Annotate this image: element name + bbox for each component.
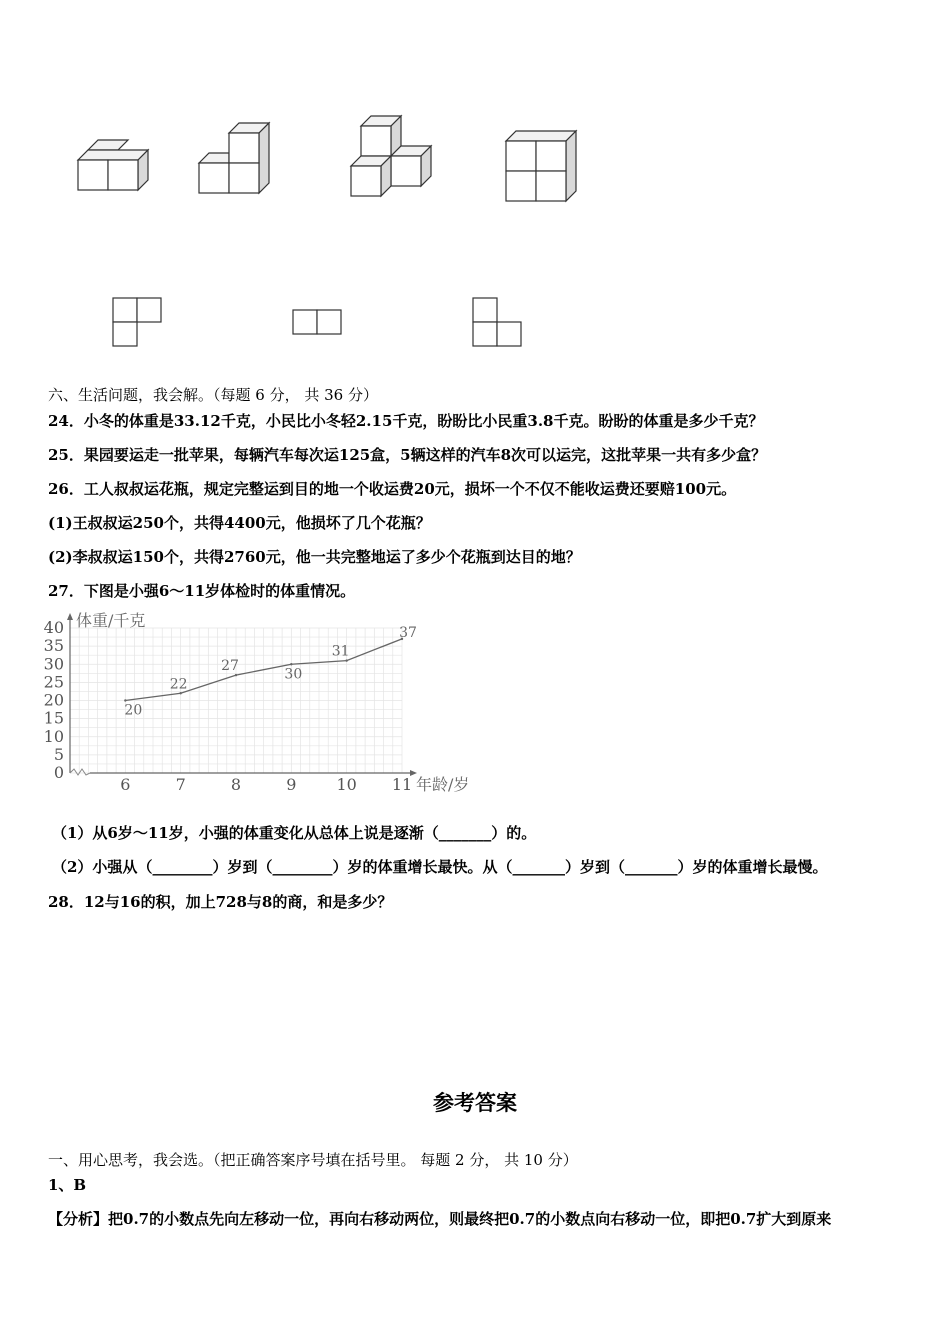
cube-figure-1 (78, 140, 148, 190)
view-figure-2 (293, 310, 341, 334)
x-tick-label: 7 (175, 775, 186, 794)
cube-figure-4 (506, 131, 576, 201)
question-28: 28．12与16的积，加上728与8的商，和是多少？ (48, 893, 393, 911)
data-label: 22 (169, 676, 188, 693)
answer-1-analysis: 【分析】把0.7的小数点先向左移动一位，再向右移动两位，则最终把0.7的小数点向右移动一位，即把0.7扩大到原来 (48, 1210, 832, 1228)
x-axis-title: 年龄/岁 (416, 775, 470, 794)
y-tick-label: 0 (53, 763, 64, 782)
x-tick-label: 9 (286, 775, 297, 794)
question-27: 27．下图是小强6～11岁体检时的体重情况。 (48, 582, 356, 600)
question-27-part-1: （1）从6岁～11岁，小强的体重变化从总体上说是逐渐（_______）的。 (52, 824, 537, 842)
section-6-header: 六、生活问题，我会解。（每题 6 分， 共 36 分） (48, 386, 378, 404)
question-26-part-2: (2)李叔叔运150个，共得2760元，他一共完整地运了多少个花瓶到达目的地？ (48, 548, 581, 566)
data-label: 30 (284, 666, 303, 683)
view-figure-1 (113, 298, 161, 346)
data-point (290, 663, 292, 665)
y-tick-label: 20 (43, 690, 64, 710)
question-27-part-2: （2）小强从（________）岁到（________）岁的体重增长最快。从（_______）岁到（_______）岁的体重增长最慢。 (52, 858, 828, 876)
cube-figure-3 (351, 116, 431, 196)
data-label: 31 (331, 643, 350, 660)
data-point (235, 674, 237, 676)
y-tick-label: 25 (43, 672, 64, 692)
cube-figure-2 (199, 123, 269, 193)
question-24: 24．小冬的体重是33.12千克，小民比小冬轻2.15千克，盼盼比小民重3.8千克。盼盼的体重是多少千克？ (48, 412, 764, 430)
cube-figures (70, 110, 590, 210)
x-tick-label: 10 (336, 775, 357, 794)
data-label: 20 (124, 702, 143, 719)
y-tick-label: 15 (43, 708, 64, 728)
y-tick-label: 35 (43, 636, 64, 656)
data-point (124, 699, 126, 701)
x-tick-label: 11 (391, 775, 413, 794)
data-point (345, 659, 347, 661)
answer-1: 1、B (48, 1176, 87, 1194)
x-tick-label: 6 (120, 775, 131, 794)
data-label: 27 (221, 658, 239, 675)
y-axis-title: 体重/千克 (76, 611, 146, 630)
y-axis-arrow (67, 613, 73, 620)
question-26: 26．工人叔叔运花瓶，规定完整运到目的地一个收运费20元，损坏一个不仅不能收运费还要赔100元。 (48, 480, 737, 498)
y-tick-label: 30 (43, 654, 64, 674)
question-25: 25．果园要运走一批苹果，每辆汽车每次运125盒，5辆这样的汽车8次可以运完，这批苹果一共有多少盒？ (48, 446, 767, 464)
x-tick-label: 8 (230, 775, 242, 794)
question-26-part-1: (1)王叔叔运250个，共得4400元，他损坏了几个花瓶？ (48, 514, 431, 532)
answer-title: 参考答案 (433, 1090, 517, 1115)
y-tick-label: 10 (43, 726, 64, 746)
y-tick-label: 5 (53, 744, 64, 764)
weight-line-chart (40, 608, 490, 798)
axis-break-mark (70, 769, 90, 775)
data-label: 37 (399, 624, 417, 641)
view-figure-3 (473, 298, 521, 346)
view-figures (105, 290, 535, 350)
section-1-header: 一、用心思考，我会选。（把正确答案序号填在括号里。 每题 2 分， 共 10 分） (48, 1151, 578, 1169)
y-tick-label: 40 (43, 618, 64, 637)
data-point (179, 692, 181, 694)
